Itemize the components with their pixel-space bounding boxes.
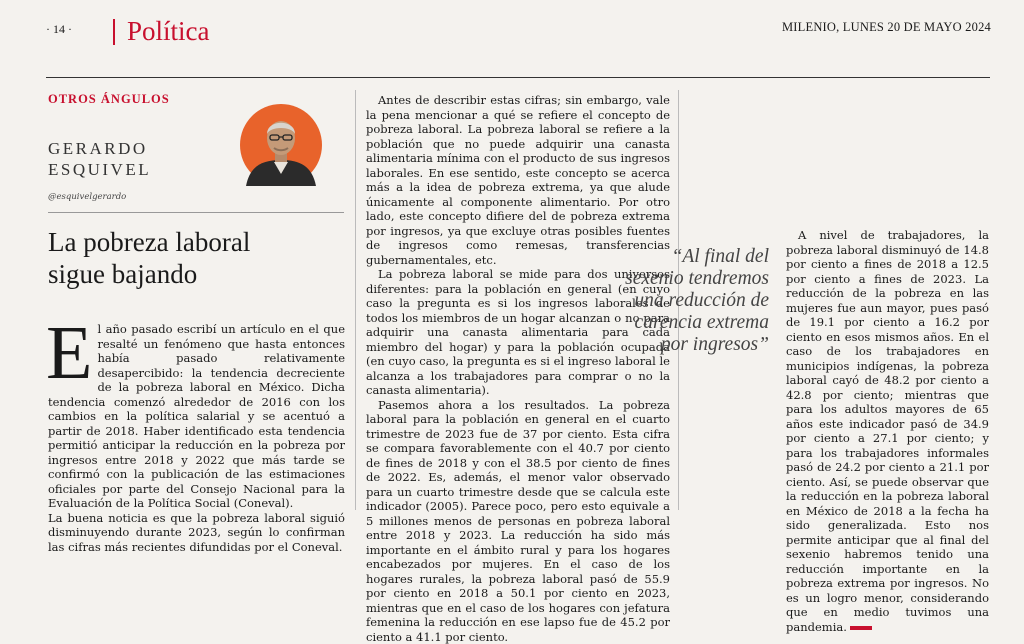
paragraph: Pasemos ahora a los resultados. La pobreza laboral para la población en general en el cuarto trimestre de 2023 fue de 37 por ciento. Esta cifra se compara favorablemente con el 40.7 por ciento de fines de 2018 y con el 38.5 por ciento de fines de 2022. Es, además, el menor valor observado para un cuarto trimestre desde que se calcula este indicador (2005). Parece poco, pero esto equivale a 5 millones menos de personas en pobreza laboral entre 2018 y 2023. La reducción ha sido más importante en el ámbito rural y para los hogares encabezados por mujeres. En el caso de los hogares rurales, la pobreza laboral pasó de 55.9 por ciento en 2018 a 50.1 por ciento en 2023, mientras que en el caso de los hogares con jefatura femenina la reducción en ese lapso fue de 45.2 por ciento a 41.1 por ciento.	[366, 398, 670, 644]
dateline: MILENIO, LUNES 20 DE MAYO 2024	[782, 20, 991, 35]
section-divider	[113, 19, 115, 45]
end-mark	[850, 626, 872, 630]
article-column-1	[48, 322, 345, 532]
author-handle: @esquivelgerardo	[48, 192, 126, 202]
author-last-name: ESQUIVEL	[48, 159, 151, 180]
paragraph: La pobreza laboral se mide para dos universos diferentes: para la población en general (en cuyo caso la pregunta es si los ingresos laborales de todos los miembros de un hogar alcanzan o no para adquirir una canasta alimentaria para cada miembro del hogar) y para la población ocupada (en cuyo caso, la pregunta es si el ingreso laboral le alcanza a los trabajadores para comprar o no la canasta alimentaria).	[366, 267, 670, 398]
drop-cap: E	[46, 323, 92, 383]
headline-line-2: sigue bajando	[48, 258, 250, 290]
paragraph: l año pasado escribí un artículo en el que resalté un fenómeno que hasta entonces había pasado relativamente desapercibido: la tendencia decreciente de la pobreza laboral en México. Dicha tendencia comenzó alrededor de 2016 con los cambios en la política salarial y se acentuó a partir de 2018. Haber identificado esta tendencia permitió anticipar la reducción en la pobreza por ingresos entre 2018 y 2022 que más tarde se confirmó con la publicación de las estimaciones oficiales por parte del Consejo Nacional para la Evaluación de la Política Social (Coneval).	[48, 322, 345, 511]
author-first-name: GERARDO	[48, 138, 151, 159]
section-title: Política	[127, 16, 210, 47]
column-separator	[355, 90, 356, 510]
header-rule	[46, 77, 990, 78]
paragraph	[786, 228, 989, 634]
author-portrait-icon	[240, 104, 322, 186]
pull-quote: “Al final del sexenio tendremos una reducción de carencia extrema por ingresos”	[613, 246, 769, 356]
article-headline	[48, 226, 250, 290]
byline-rule	[48, 212, 344, 213]
paragraph: La buena noticia es que la pobreza laboral siguió disminuyendo durante 2023, según lo confirman las cifras más recientes difundidas por el Coneval.	[48, 511, 345, 555]
closing-paragraph-text: A nivel de trabajadores, la pobreza laboral disminuyó de 14.8 por ciento a fines de 2018 a 12.5 por ciento a fines de 2023. La reducción de la pobreza en las mujeres fue aun mayor, pues pasó de 19.1 por ciento a 16.2 por ciento en esos mismos años. En el caso de los trabajadores en municipios indígenas, la pobreza laboral cayó de 48.2 por ciento a 42.8 por ciento; mientras que para los adultos mayores de 65 años este indicador pasó de 34.9 por ciento a 27.1 por ciento; y para los trabajadores informales pasó de 24.2 por ciento a 21.1 por ciento. Así, se puede observar que la reducción en la pobreza laboral en México de 2018 a la fecha ha sido generalizada. Esto nos permite anticipar que al final del sexenio habremos tenido una reducción importante en la pobreza extrema por ingresos. No es un logro menor, considerando que en medio tuvimos una pandemia.	[786, 228, 989, 634]
article-column-3	[786, 228, 989, 518]
author-name	[48, 138, 151, 180]
paragraph: Antes de describir estas cifras; sin embargo, vale la pena mencionar a qué se refiere el concepto de pobreza laboral. La pobreza laboral se refiere a la población que no puede adquirir una canasta alimentaria mínima con el producto de sus ingresos laborales. En ese sentido, este concepto se acerca más a la idea de pobreza extrema, ya que alude únicamente al componente alimentario. Por otro lado, este concepto difiere del de pobreza extrema por ingresos, ya que excluye otras posibles fuentes de ingresos como remesas, transferencias gubernamentales, etc.	[366, 93, 670, 267]
author-photo	[240, 104, 322, 186]
column-kicker: OTROS ÁNGULOS	[48, 92, 170, 107]
page-number: · 14 ·	[46, 22, 72, 37]
headline-line-1: La pobreza laboral	[48, 226, 250, 258]
